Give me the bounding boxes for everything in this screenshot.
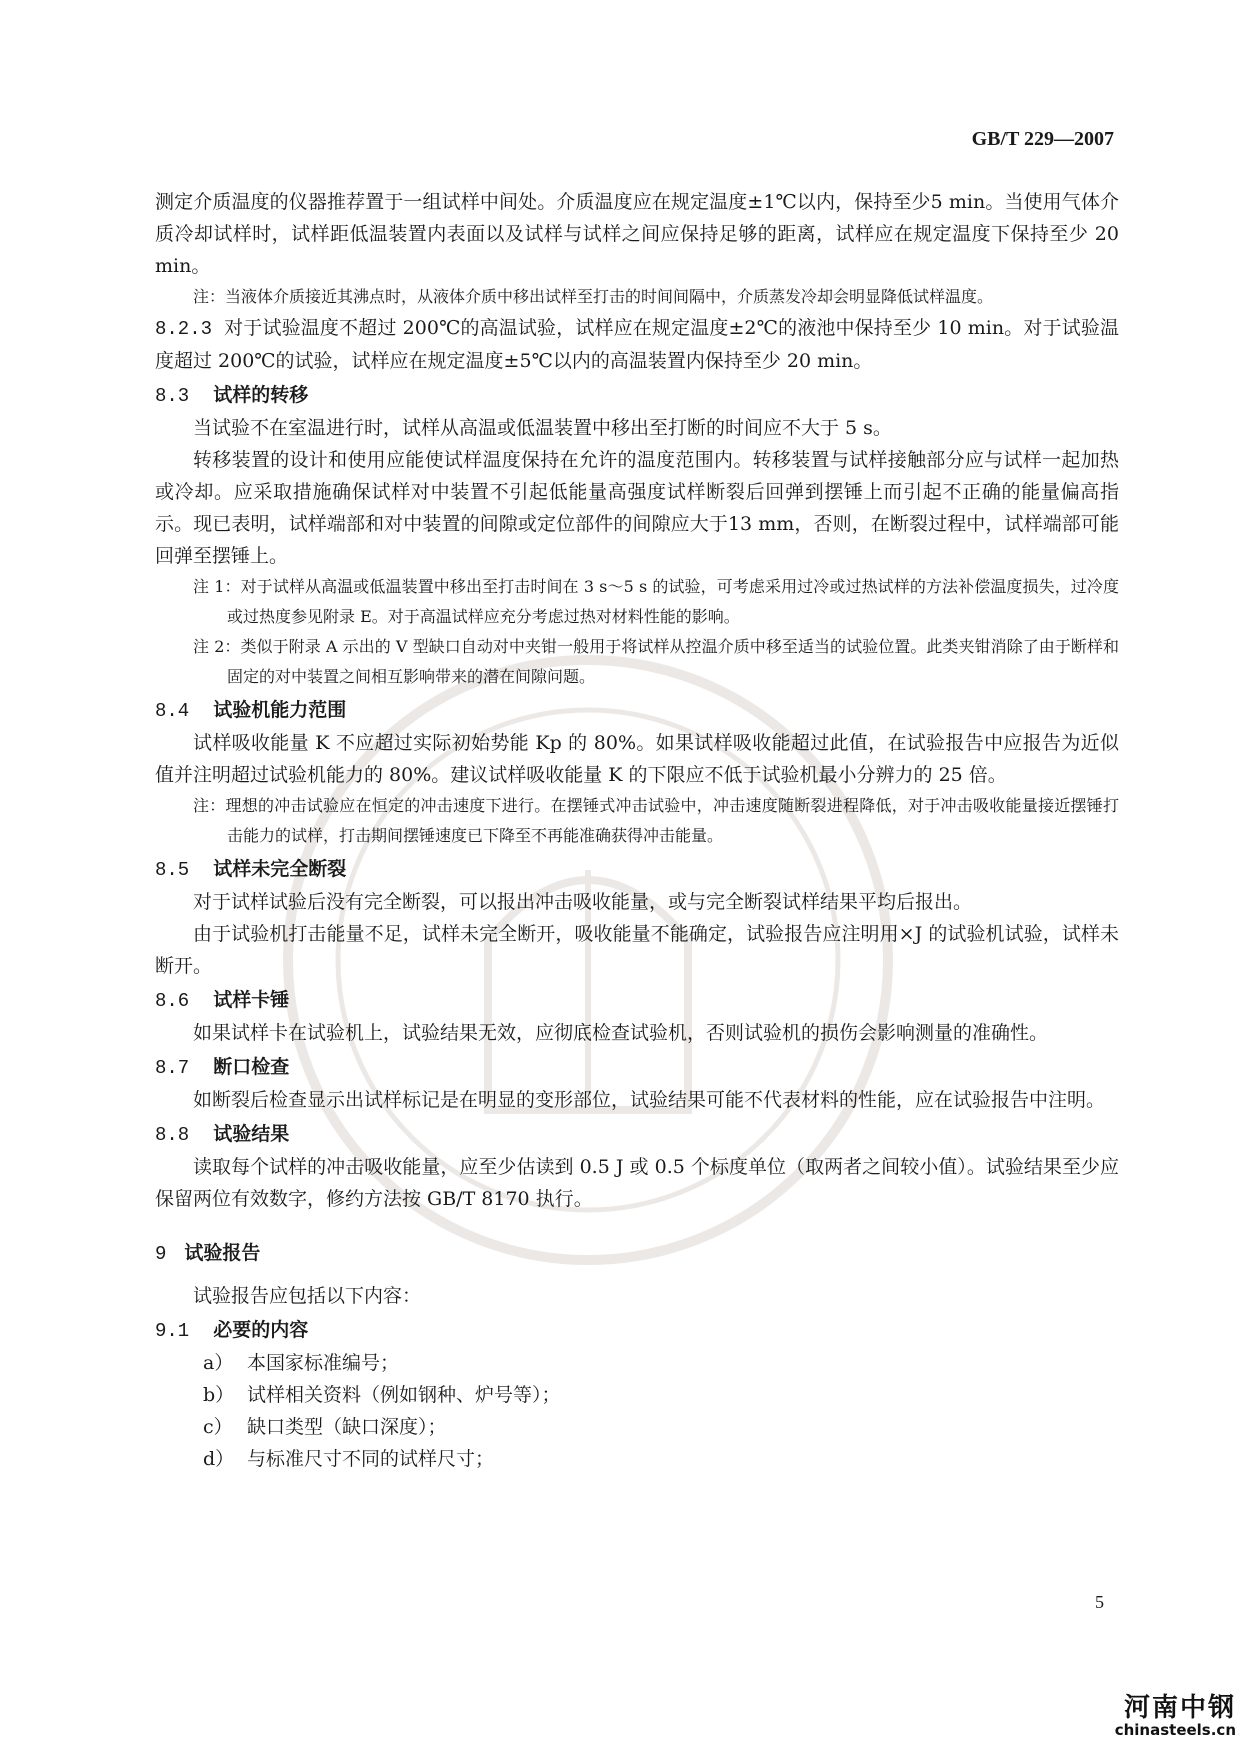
paragraph-87: 如断裂后检查显示出试样标记是在明显的变形部位，试验结果可能不代表材料的性能，应在试验报告中注明。 bbox=[193, 1089, 1106, 1111]
paragraph-823 bbox=[155, 312, 1119, 377]
section-heading-8-8 bbox=[155, 1118, 1119, 1151]
section-heading-8-6 bbox=[155, 984, 1119, 1017]
chapter-number: 9 bbox=[155, 1243, 167, 1265]
note-83-1: 注 1：对于试样从高温或低温装置中移出至打击时间在 3 s～5 s 的试验，可考虑采用过冷或过热试样的方法补偿温度损失，过冷度或过热度参见附录 E。对于高温试样应充分考虑过热对材料性能的影响。 bbox=[193, 577, 1119, 626]
list-marker: d） bbox=[203, 1448, 235, 1470]
list-marker: a） bbox=[203, 1352, 234, 1374]
section-title: 必要的内容 bbox=[213, 1319, 309, 1341]
page-number: 5 bbox=[1095, 1592, 1104, 1612]
note-822: 注：当液体介质接近其沸点时，从液体介质中移出试样至打击的时间间隔中，介质蒸发冷却会明显降低试样温度。 bbox=[193, 287, 994, 306]
paragraph-83-2: 转移装置的设计和使用应能使试样温度保持在允许的温度范围内。转移装置与试样接触部分应与试样一起加热或冷却。应采取措施确保试样对中装置不引起低能量高强度试样断裂后回弹到摆锤上而引起不正确的能量偏高指示。现已表明，试样端部和对中装置的间隙或定位部件的间隙应大于13 mm，否则，在断裂过程中，试样端部可能回弹至摆锤上。 bbox=[155, 449, 1119, 567]
site-logo bbox=[1115, 1694, 1236, 1738]
section-number: 8.8 bbox=[155, 1124, 190, 1146]
section-heading-8-5 bbox=[155, 853, 1119, 886]
section-number: 8.2.3 bbox=[155, 318, 213, 340]
section-title: 断口检查 bbox=[213, 1056, 290, 1078]
section-title: 试样未完全断裂 bbox=[213, 858, 347, 880]
site-logo-en: chinasteels.cn bbox=[1114, 1721, 1236, 1739]
note-83-2: 注 2：类似于附录 A 示出的 V 型缺口自动对中夹钳一般用于将试样从控温介质中移至适当的试验位置。此类夹钳消除了由于断样和固定的对中装置之间相互影响带来的潜在间隙问题。 bbox=[193, 637, 1119, 686]
section-heading-8-7 bbox=[155, 1051, 1119, 1084]
section-number: 8.7 bbox=[155, 1057, 190, 1079]
paragraph-84: 试样吸收能量 K 不应超过实际初始势能 Kp 的 80%。如果试样吸收能超过此值，在试验报告中应报告为近似值并注明超过试验机能力的 80%。建议试样吸收能量 K 的下限应不低于试验机最小分辨力的 25 倍。 bbox=[155, 732, 1119, 786]
paragraph-86: 如果试样卡在试验机上，试验结果无效，应彻底检查试验机，否则试验机的损伤会影响测量的准确性。 bbox=[193, 1022, 1049, 1044]
list-item-text: 与标准尺寸不同的试样尺寸； bbox=[247, 1448, 495, 1470]
paragraph-88: 读取每个试样的冲击吸收能量，应至少估读到 0.5 J 或 0.5 个标度单位（取两者之间较小值）。试验结果至少应保留两位有效数字，修约方法按 GB/T 8170 执行。 bbox=[155, 1156, 1119, 1210]
chapter-heading-9 bbox=[155, 1237, 1119, 1270]
section-number: 8.3 bbox=[155, 385, 190, 407]
list-item-text: 缺口类型（缺口深度）； bbox=[247, 1416, 447, 1438]
chapter-title: 试验报告 bbox=[184, 1242, 261, 1264]
paragraph-823-text: 对于试验温度不超过 200℃的高温试验，试样应在规定温度±2℃的液池中保持至少 10 min。对于试验温度超过 200℃的试验，试样应在规定温度±5℃以内的高温装置内保持至少 20 min。 bbox=[155, 317, 1119, 372]
list-marker: c） bbox=[203, 1416, 233, 1438]
note-84: 注：理想的冲击试验应在恒定的冲击速度下进行。在摆锤式冲击试验中，冲击速度随断裂进程降低，对于冲击吸收能量接近摆锤打击能力的试样，打击期间摆锤速度已下降至不再能准确获得冲击能量。 bbox=[193, 796, 1119, 845]
section-heading-8-3 bbox=[155, 379, 1119, 412]
section-title: 试样卡锤 bbox=[213, 989, 290, 1011]
list-item bbox=[155, 1443, 1119, 1475]
list-item bbox=[155, 1379, 1119, 1411]
section-title: 试验机能力范围 bbox=[213, 699, 347, 721]
list-item-text: 试样相关资料（例如钢种、炉号等）； bbox=[247, 1384, 561, 1406]
paragraph-85-1: 对于试样试验后没有完全断裂，可以报出冲击吸收能量，或与完全断裂试样结果平均后报出。 bbox=[193, 891, 973, 913]
paragraph-85-2: 由于试验机打击能量不足，试样未完全断开，吸收能量不能确定，试验报告应注明用×J 的试验机试验，试样未断开。 bbox=[155, 923, 1119, 977]
section-title: 试样的转移 bbox=[213, 384, 309, 406]
section-heading-8-4 bbox=[155, 694, 1119, 727]
paragraph-9: 试验报告应包括以下内容： bbox=[193, 1285, 422, 1307]
site-logo-cn: 河南中钢 bbox=[1123, 1693, 1236, 1723]
section-number: 8.4 bbox=[155, 700, 190, 722]
standard-code: GB/T 229—2007 bbox=[971, 128, 1114, 150]
list-item-text: 本国家标准编号； bbox=[247, 1352, 400, 1374]
section-number: 8.5 bbox=[155, 859, 190, 881]
section-number: 9.1 bbox=[155, 1320, 190, 1342]
section-heading-9-1 bbox=[155, 1314, 1119, 1347]
list-marker: b） bbox=[203, 1384, 235, 1406]
list-item bbox=[155, 1411, 1119, 1443]
section-number: 8.6 bbox=[155, 990, 190, 1012]
section-title: 试验结果 bbox=[213, 1123, 290, 1145]
required-items-list bbox=[155, 1347, 1119, 1475]
paragraph-83-1: 当试验不在室温进行时，试样从高温或低温装置中移出至打断的时间应不大于 5 s。 bbox=[193, 417, 892, 439]
paragraph-822-cont: 测定介质温度的仪器推荐置于一组试样中间处。介质温度应在规定温度±1℃以内，保持至少5 min。当使用气体介质冷却试样时，试样距低温装置内表面以及试样与试样之间应保持足够的距离，试样应在规定温度下保持至少 20 min。 bbox=[155, 191, 1119, 277]
document-body bbox=[155, 186, 1119, 1475]
list-item bbox=[155, 1347, 1119, 1379]
